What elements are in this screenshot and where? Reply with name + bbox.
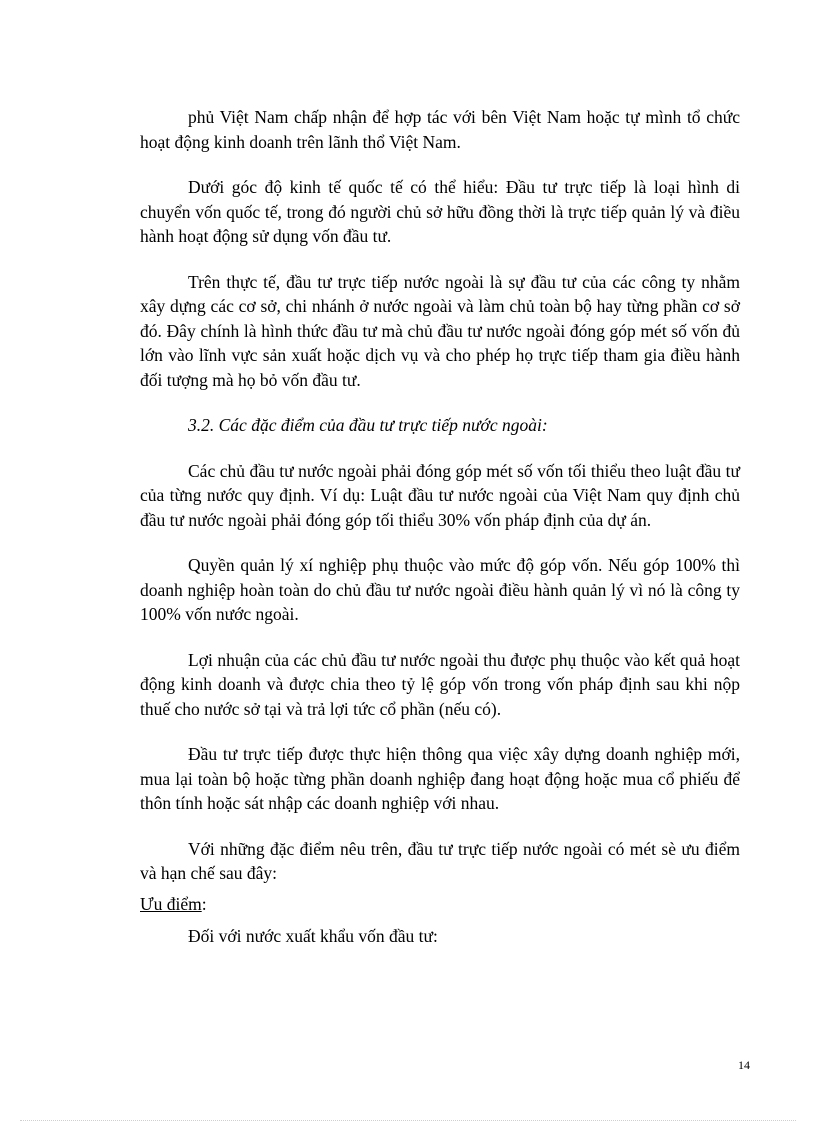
advantages-label xyxy=(140,892,740,917)
page-number: 14 xyxy=(738,1058,750,1072)
paragraph-capital-exporting-country: Đối với nước xuất khẩu vốn đầu tư: xyxy=(188,926,438,946)
page-bottom-divider xyxy=(20,1120,796,1121)
paragraph-intro-continuation: phủ Việt Nam chấp nhận để hợp tác với bên Việt Nam hoặc tự mình tổ chức hoạt động kinh doanh trên lãnh thổ Việt Nam. xyxy=(140,107,740,152)
paragraph-management-rights: Quyền quản lý xí nghiệp phụ thuộc vào mức độ góp vốn. Nếu góp 100% thì doanh nghiệp hoàn toàn do chủ đầu tư nước ngoài điều hành quản lý vì nó là công ty 100% vốn nước ngoài. xyxy=(140,555,740,624)
document-page xyxy=(140,105,740,949)
paragraph-practical-definition: Trên thực tế, đầu tư trực tiếp nước ngoài là sự đầu tư của các công ty nhằm xây dựng các cơ sở, chi nhánh ở nước ngoài và làm chủ toàn bộ hay từng phần cơ sở đó. Đây chính là hình thức đầu tư mà chủ đầu tư nước ngoài đóng góp mét số vốn đủ lớn vào lĩnh vực sản xuất hoặc dịch vụ và cho phép họ trực tiếp tham gia điều hành đối tượng mà họ bỏ vốn đầu tư. xyxy=(140,271,740,390)
paragraph-pros-cons-intro: Với những đặc điểm nêu trên, đầu tư trực tiếp nước ngoài có mét sè ưu điểm và hạn chế sau đây: xyxy=(140,838,740,883)
paragraph-profits: Lợi nhuận của các chủ đầu tư nước ngoài thu được phụ thuộc vào kết quả hoạt động kinh doanh và được chia theo tỷ lệ góp vốn trong vốn pháp định sau khi nộp thuế cho nước sở tại và trả lợi tức cổ phần (nếu có). xyxy=(140,649,740,719)
paragraph-minimum-capital: Các chủ đầu tư nước ngoài phải đóng góp mét số vốn tối thiểu theo luật đầu tư của từng nước quy định. Ví dụ: Luật đầu tư nước ngoài của Việt Nam quy định chủ đầu tư nước ngoài phải đóng góp tối thiểu 30% vốn pháp định của dự án. xyxy=(140,460,740,530)
advantages-label-text: Ưu điểm xyxy=(140,893,202,914)
advantages-label-colon: : xyxy=(201,893,207,914)
paragraph-international-economics-view: Dưới góc độ kinh tế quốc tế có thể hiểu: Đầu tư trực tiếp là loại hình di chuyển vốn quốc tế, trong đó người chủ sở hữu đồng thời là trực tiếp quản lý và điều hành hoạt động sử dụng vốn đầu tư. xyxy=(140,177,740,246)
section-heading: 3.2. Các đặc điểm của đầu tư trực tiếp nước ngoài: xyxy=(188,415,548,435)
paragraph-implementation-methods: Đầu tư trực tiếp được thực hiện thông qua việc xây dựng doanh nghiệp mới, mua lại toàn bộ hoặc từng phần doanh nghiệp đang hoạt động hoặc mua cổ phiếu để thôn tính hoặc sát nhập các doanh nghiệp với nhau. xyxy=(140,744,740,813)
